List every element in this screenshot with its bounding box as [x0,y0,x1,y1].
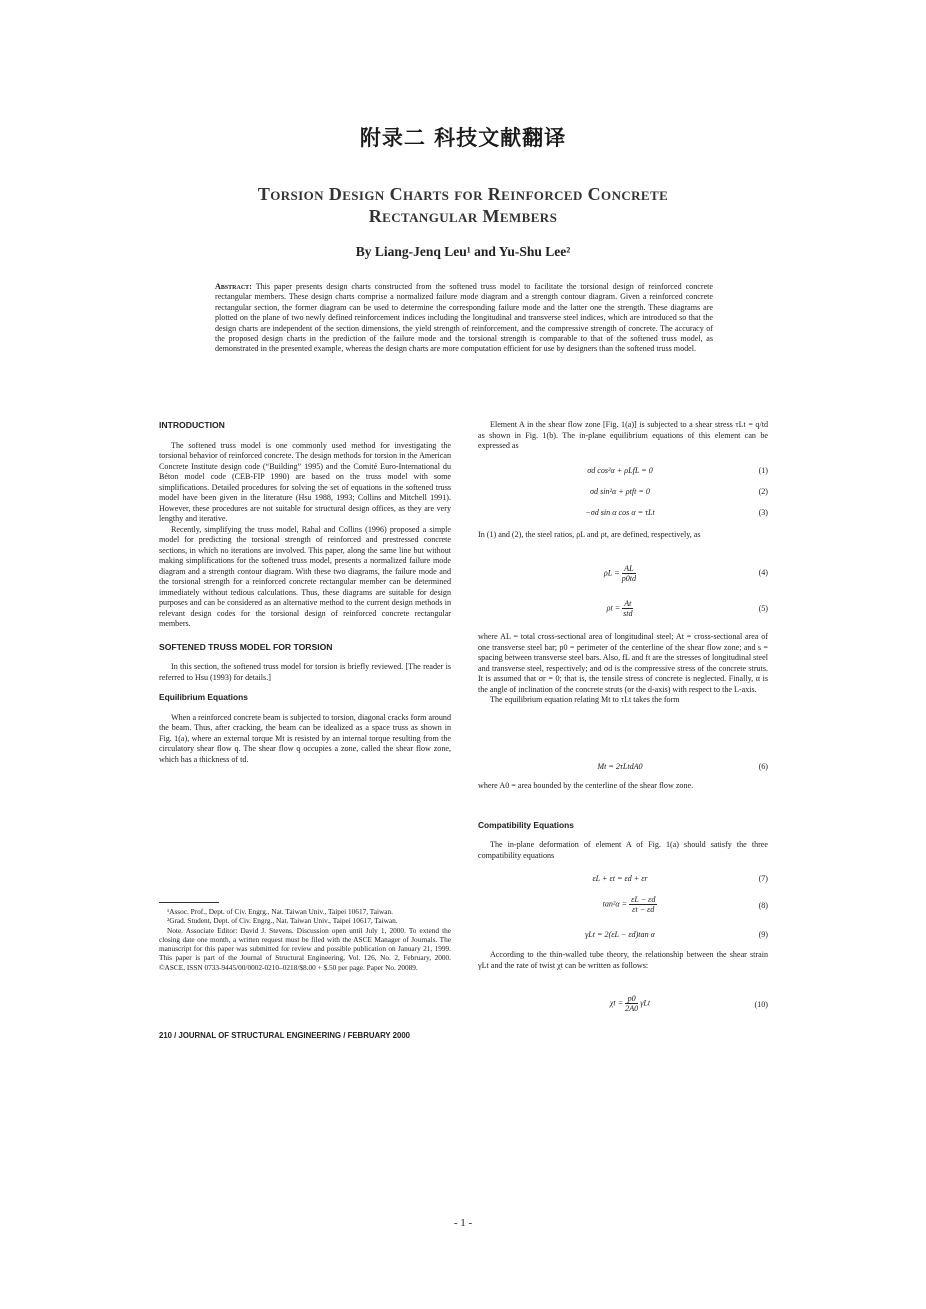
right-column-intro [478,420,768,452]
abstract [215,282,713,355]
equation-6-number: (6) [758,762,768,771]
equation-5-lhs: ρt = [606,603,621,613]
equation-4-fraction [622,564,636,583]
right-paragraph-4: The equilibrium equation relating Mt to τLt takes the form [490,695,680,704]
right-paragraph-6-wrap [478,840,768,861]
right-paragraph-3-wrap [478,632,768,706]
footnote-rule [159,902,219,903]
equation-1: σd cos²α + ρLfL = 0 [587,466,653,475]
stm-paragraph: In this section, the softened truss model for torsion is briefly reviewed. [The reader is referred to Hsu (1993) for details.] [159,662,451,682]
equation-10-number: (10) [754,1000,768,1009]
equation-4-numerator: AL [622,564,636,574]
equation-8-lhs: tan²α = [602,899,628,909]
equilibrium-paragraph: When a reinforced concrete beam is subjected to torsion, diagonal cracks form around the beam. Thus, after cracking, the beam can be idealized as a space truss as shown in Fig. 1(a), where an external torque Mt is resisted by an internal torque resulting from the circulatory shear flow q. The shear flow q occupies a zone, called the shear flow zone, which has a thickness of td. [159,712,451,764]
equation-10-denominator: 2A0 [625,1004,639,1013]
right-paragraph-5-wrap [478,781,768,792]
equation-5-denominator: std [623,609,633,618]
right-paragraph-1: Element A in the shear flow zone [Fig. 1(a)] is subjected to a shear stress τLt = q/td as shown in Fig. 1(b). The in-plane equilibrium equations of this element can be expressed as [478,420,768,450]
page-number: - 1 - [453,1217,473,1229]
equation-10 [560,994,700,1013]
abstract-label: Abstract: [215,282,252,291]
equation-7-number: (7) [758,874,768,883]
abstract-text: This paper presents design charts constructed from the softened truss model to facilitate the torsional design of reinforced concrete rectangular members. These design charts comprise a normalized failure mode diagram and a strength contour diagram. Given a reinforced concrete rectangular section, the former diagram can be used to determine the corresponding failure mode and the latter one the strength. These diagrams are plotted on the plane of two newly defined reinforcement indices including the longitudinal and transverse steel indices, which are introduced so that the design charts are independent of the section dimensions, the yield strength of reinforcement, and the compressive strength of concrete. The accuracy of the proposed design charts in the prediction of the failure mode and the torsional strength is comparable to that of the softened truss model, as demonstrated in the presented example, whereas the design charts are more computation efficient for use by designers than the softened truss model. [215,282,713,354]
subheading-compatibility: Compatibility Equations [478,820,574,830]
equation-10-numerator: p0 [625,994,638,1004]
journal-footer: 210 / JOURNAL OF STRUCTURAL ENGINEERING / FEBRUARY 2000 [159,1031,410,1040]
equation-5-fraction [622,599,633,618]
section-heading-softened-truss: SOFTENED TRUSS MODEL FOR TORSION [159,641,333,652]
author-line: By Liang-Jenq Leu¹ and Yu-Shu Lee² [355,244,571,259]
title-line-2: Rectangular Members [368,206,558,226]
equation-4-lhs: ρL = [603,568,620,578]
title-line-1: Torsion Design Charts for Reinforced Concrete [257,184,669,204]
equation-8-denominator: εt − εd [632,905,655,914]
equation-2-number: (2) [758,487,768,496]
equation-7: εL + εt = εd + εr [592,874,648,883]
left-column [159,420,451,765]
equation-1-number: (1) [758,466,768,475]
paper-title [150,183,776,227]
equation-10-rhs: γLt [640,998,651,1008]
equation-8-numerator: εL − εd [631,895,656,904]
equation-4 [560,564,680,583]
right-paragraph-7-wrap [478,950,768,971]
footnote-2: ²Grad. Student, Dept. of Civ. Engrg., Nat. Taiwan Univ., Taipei 10617, Taiwan. [167,916,398,926]
footnote-note: Note. Associate Editor: David J. Stevens. Discussion open until July 1, 2000. To extend the closing date one month, a written request must be filed with the ASCE Manager of Journals. The manuscript for this paper was submitted for review and possible publication on January 21, 1999. This paper is part of the Journal of Structural Engineering, Vol. 126, No. 2, February, 2000. ©ASCE, ISSN 0733-9445/00/0002-0210–0218/$8.00 + $.50 per page. Paper No. 20089. [159,925,451,972]
right-paragraph-3: where AL = total cross-sectional area of longitudinal steel; At = cross-sectional area of one transverse steel bar; p0 = perimeter of the centerline of the shear flow zone; and s = spacing between transverse steel bars. Also, fL and ft are the stresses of longitudinal steel and transverse steel, respectively; and σd is the compressive stress of the concrete struts. It is assumed that σr = 0; that is, the tensile stress of concrete is neglected. Finally, α is the angle of inclination of the concrete struts (or the d-axis) with respect to the L-axis. [478,632,768,694]
equation-3-number: (3) [758,508,768,517]
subheading-equilibrium: Equilibrium Equations [159,692,248,702]
right-paragraph-7: According to the thin-walled tube theory, the relationship between the shear strain γLt and the rate of twist χt can be written as follows: [478,950,768,970]
right-paragraph-2: In (1) and (2), the steel ratios, ρL and ρt, are defined, respectively, as [478,530,701,539]
equation-5-number: (5) [758,604,768,613]
equation-8-number: (8) [758,901,768,910]
equation-10-fraction [625,994,638,1013]
equation-10-lhs: χt = [609,998,624,1008]
equation-5-numerator: At [624,599,632,608]
intro-paragraph-2: Recently, simplifying the truss model, Rahal and Collins (1996) proposed a simple model for predicting the torsional strength of reinforced and prestressed concrete sections, in which no iterations are involved. This paper, along the same line but without making simplifications for the softened truss model, presents a normalized failure mode diagram and a strength contour diagram. With these two diagrams, the failure mode and the torsional strength for a reinforced concrete rectangular member can be determined immediately without tedious calculations. Thus, these diagrams are suitable for design purposes and can be considered as an alternative method to the current design methods in relevant design codes for the torsional design of reinforced concrete rectangular members. [159,524,451,628]
intro-paragraph-1: The softened truss model is one commonly used method for investigating the torsional behavior of reinforced concrete. The design methods for torsion in the American Concrete Institute design code (“Building” 1995) and the Comité Euro-International du Béton model code (CEB-FIP 1990) are based on the truss model with some simplifications. Detailed procedures for solving the set of equations in the softened truss model have been given in the literature (Hsu 1988, 1993; Collins and Mitchell 1991). However, these procedures are not suitable for structural design offices, as they are very lengthy and iterative. [159,440,451,523]
equation-4-denominator: p0td [621,574,637,583]
appendix-heading: 附录二 科技文献翻译 [359,126,567,150]
right-paragraph-5: where A0 = area bounded by the centerline of the shear flow zone. [478,781,694,790]
right-paragraph-2-wrap [478,530,768,541]
footnote-1: ¹Assoc. Prof., Dept. of Civ. Engrg., Nat. Taiwan Univ., Taipei 10617, Taiwan. [167,907,393,916]
equation-8 [550,895,710,914]
equation-8-fraction [629,895,657,914]
equation-5 [560,599,680,618]
footnotes [159,907,451,972]
right-paragraph-6: The in-plane deformation of element A of Fig. 1(a) should satisfy the three compatibility equations [478,840,768,860]
equation-9-number: (9) [758,930,768,939]
section-heading-introduction: INTRODUCTION [159,420,225,430]
equation-4-number: (4) [758,568,768,577]
equation-3: −σd sin α cos α = τLt [585,508,655,517]
equation-6: Mt = 2τLtdA0 [597,762,643,771]
equation-2: σd sin²α + ρtft = 0 [590,487,650,496]
equation-9: γLt = 2(εL − εd)tan α [585,930,655,939]
